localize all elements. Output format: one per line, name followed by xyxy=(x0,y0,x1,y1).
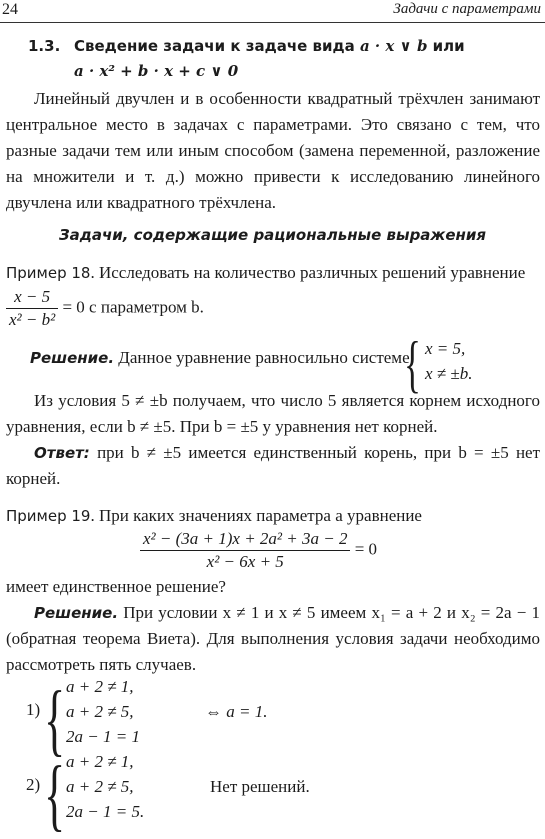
case-2-brace: { xyxy=(44,751,66,839)
subsection-heading: Задачи, содержащие рациональные выражения xyxy=(58,226,487,244)
section-number: 1.3. xyxy=(28,37,61,55)
example-19-fraction xyxy=(140,528,350,573)
example-19-solution xyxy=(6,600,540,678)
example-19-question-end: имеет единственное решение? xyxy=(6,577,226,596)
solution-text: Данное уравнение равносильно системе xyxy=(118,348,410,367)
example-19-equation xyxy=(140,528,377,573)
example-18-answer xyxy=(6,440,540,492)
example-18-fraction xyxy=(6,286,58,331)
example-19-text: . При каких значениях параметра a уравнение xyxy=(90,506,422,525)
fraction-numerator: x − 5 xyxy=(6,286,58,309)
case-2-result: Нет решений. xyxy=(210,777,310,796)
solution-text: При условии x ≠ 1 и x ≠ 5 имеем x₁ = a + 2 и x₂ = 2a − 1 (обратная теорема Виета). Для выполнения условия задачи необходимо рассмотреть пять случаев. xyxy=(6,603,541,674)
case-2-line-2: a + 2 ≠ 5, xyxy=(66,777,134,796)
section-title-text: Сведение задачи к задаче вида xyxy=(74,37,355,55)
case-2-line-1: a + 2 ≠ 1, xyxy=(66,752,134,771)
answer-label: Ответ: xyxy=(34,444,90,462)
section-title-or: или xyxy=(432,37,465,55)
case-1-line-3: 2a − 1 = 1 xyxy=(66,727,140,746)
running-header xyxy=(0,0,545,23)
case-2-line-3: 2a − 1 = 5. xyxy=(66,802,145,821)
example-18-statement xyxy=(6,260,540,286)
case-1-line-2: a + 2 ≠ 5, xyxy=(66,702,134,721)
example-18-label: Пример 18 xyxy=(6,264,91,282)
case-1-result: ⇔ a = 1. xyxy=(205,702,268,721)
page-number: 24 xyxy=(2,1,18,18)
fraction-denominator: x² − 6x + 5 xyxy=(206,552,284,571)
case-2-number: 2) xyxy=(26,775,41,794)
example-18-equation xyxy=(6,286,204,331)
section-title-formula-1: a · x ∨ b xyxy=(359,37,428,55)
example-19-statement xyxy=(6,503,540,529)
example-18-reasoning: Из условия 5 ≠ ±b получаем, что число 5 является корнем исходного уравнения, если b ≠ ±5. При b = ±5 у уравнения нет корней. xyxy=(6,391,540,436)
example-18-equation-tail: = 0 с параметром b. xyxy=(62,297,204,317)
answer-text: при b ≠ ±5 имеется единственный корень, при b = ±5 нет корней. xyxy=(6,443,541,488)
solution-label: Решение. xyxy=(34,604,119,622)
system-line-1: x = 5, xyxy=(425,339,466,358)
case-1-line-1: a + 2 ≠ 1, xyxy=(66,677,134,696)
running-title: Задачи с параметрами xyxy=(393,1,541,17)
case-1-brace: { xyxy=(44,676,66,764)
fraction-numerator: x² − (3a + 1)x + 2a² + 3a − 2 xyxy=(140,528,350,551)
solution-label: Решение. xyxy=(30,349,115,367)
intro-paragraph: Линейный двучлен и в особенности квадратный трёхчлен занимают центральное место в задачах с параметрами. Это связано с тем, что разные задачи тем или иным способом (замена переменной, разложение на множители и т. д.) можно привести к исследованию линейного двучлена или квадратного трёхчлена. xyxy=(6,89,540,212)
section-title-formula-2: a · x² + b · x + c ∨ 0 xyxy=(74,62,239,80)
example-18-text: . Исследовать на количество различных решений уравнение xyxy=(90,263,526,282)
system-brace: { xyxy=(404,328,421,399)
example-18-solution-intro xyxy=(30,348,410,368)
fraction-denominator: x² − b² xyxy=(9,310,56,329)
section-heading xyxy=(28,34,528,84)
system-line-2: x ≠ ±b. xyxy=(425,364,473,383)
example-19-equation-tail: = 0 xyxy=(354,539,378,559)
example-19-label: Пример 19 xyxy=(6,507,91,525)
case-1-number: 1) xyxy=(26,700,41,719)
